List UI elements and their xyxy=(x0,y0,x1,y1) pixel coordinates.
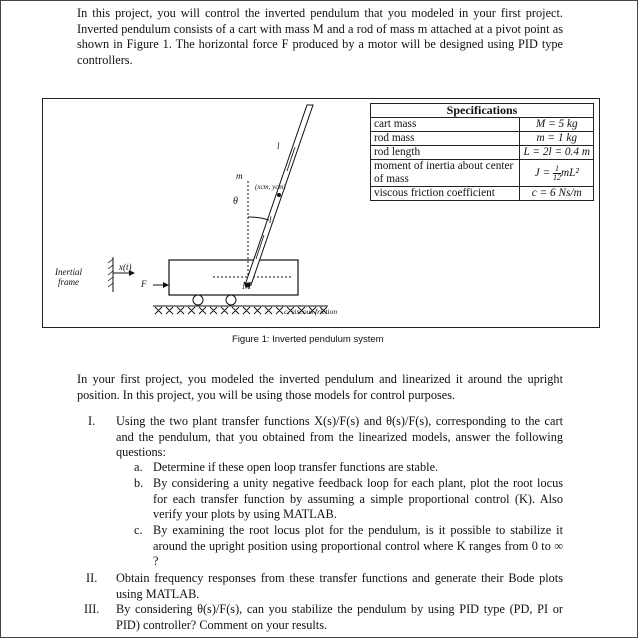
question-2-text: Obtain frequency responses from these transfer functions and generate their Bode plots using MATLAB. xyxy=(116,571,563,601)
spec-value: L = 2l = 0.4 m xyxy=(520,146,594,160)
question-a-number: a. xyxy=(134,460,143,474)
paragraph-2: In your first project, you modeled the inverted pendulum and linearized it around the upright position. In this project, you will be using those models for control purposes. xyxy=(77,372,563,402)
question-1-text: Using the two plant transfer functions X(s)/F(s) and θ(s)/F(s), corresponding to the cart and the pendulum, that you obtained from the linearized models, answer the following questions: xyxy=(116,414,563,460)
intro-paragraph: In this project, you will control the inverted pendulum that you modeled in your first project. Inverted pendulum consists of a cart with mass M and a rod of mass m attached at a pivot point as shown in Figure 1. The horizontal force F produced by a motor will be designed using PID type controllers. xyxy=(77,6,563,67)
question-c-text: By examining the root locus plot for the pendulum, is it possible to stabilize it around the upright position using proportional control where K ranges from 0 to ∞ ? xyxy=(153,523,563,569)
table-row xyxy=(371,132,594,146)
inertial-frame-label-1: Inertial xyxy=(55,267,82,277)
force-label: F xyxy=(141,279,147,289)
inertial-frame-label-2: frame xyxy=(58,277,79,287)
figure-1 xyxy=(42,98,600,328)
spec-value: c = 6 Ns/m xyxy=(520,187,594,201)
spec-value: m = 1 kg xyxy=(520,132,594,146)
center-of-mass xyxy=(277,193,281,197)
spec-name: moment of inertia about center of mass xyxy=(371,160,520,187)
specifications-table xyxy=(370,103,594,201)
table-row xyxy=(371,160,594,187)
question-2-number: II. xyxy=(86,571,98,585)
table-row xyxy=(371,146,594,160)
theta-label: θ xyxy=(233,196,238,207)
cart-wheel-right xyxy=(226,295,236,305)
question-1-number: I. xyxy=(88,414,96,428)
spec-name: rod mass xyxy=(371,132,520,146)
friction-label: c, viscous friction xyxy=(284,307,338,316)
spec-value: M = 5 kg xyxy=(520,118,594,132)
fraction: $\frac{1}{12}$ xyxy=(552,163,561,182)
question-c-number: c. xyxy=(134,523,143,537)
question-a-text: Determine if these open loop transfer functions are stable. xyxy=(153,460,439,474)
question-b-text: By considering a unity negative feedback loop for each plant, plot the root locus for each transfer function by assuming a simple proportional control (K). Also verify your plots by using MATLAB. xyxy=(153,476,563,522)
cart-wheel-left xyxy=(193,295,203,305)
spec-value: J = $\frac{1}{12}$ mL² xyxy=(520,160,594,187)
half-length-bottom-label: l xyxy=(269,215,272,225)
position-label: x(t) xyxy=(119,262,132,272)
spec-title: Specifications xyxy=(371,104,594,118)
question-b-number: b. xyxy=(134,476,144,490)
spec-name: rod length xyxy=(371,146,520,160)
spec-name: viscous friction coefficient xyxy=(371,187,520,201)
question-3-text: By considering θ(s)/F(s), can you stabilize the pendulum by using PID type (PD, PI or PID) controller? Comment on your results. xyxy=(116,602,563,632)
question-3-number: III. xyxy=(84,602,100,616)
com-label: (xcm, ycm) xyxy=(255,183,286,191)
theta-arc xyxy=(248,217,269,220)
cart-mass-label: M xyxy=(242,280,252,292)
half-length-top-label: l xyxy=(277,141,280,151)
table-row xyxy=(371,187,594,201)
rod-mass-label: m xyxy=(236,171,243,181)
spec-name: cart mass xyxy=(371,118,520,132)
table-row xyxy=(371,118,594,132)
figure-caption: Figure 1: Inverted pendulum system xyxy=(232,334,384,345)
